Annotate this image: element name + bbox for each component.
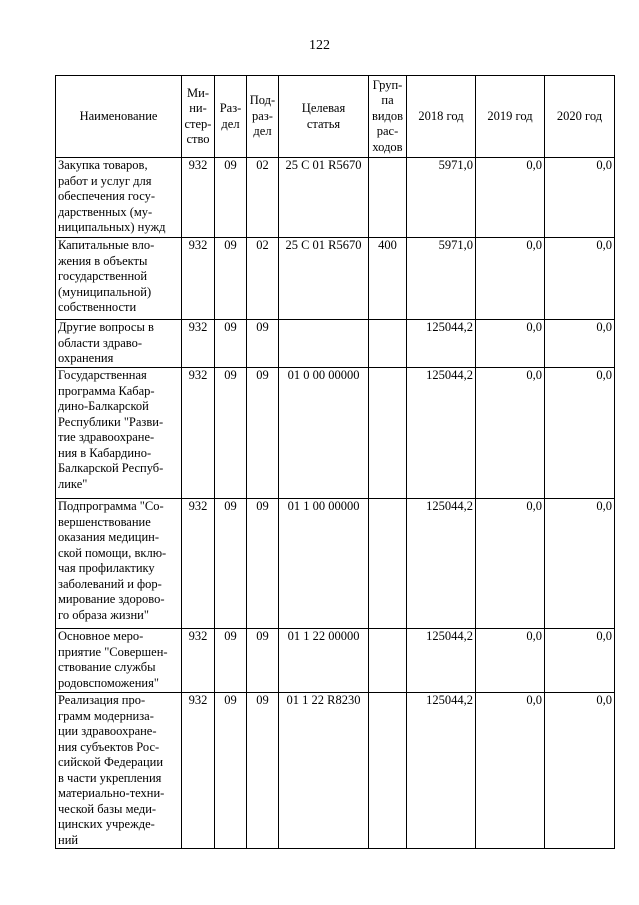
cell-2020: 0,0: [545, 693, 615, 849]
cell-target: 01 1 22 00000: [279, 629, 369, 693]
cell-target: 25 С 01 R5670: [279, 158, 369, 238]
cell-ministry: 932: [182, 629, 215, 693]
cell-target: 01 1 00 00000: [279, 499, 369, 629]
cell-expense-group: [369, 368, 407, 499]
cell-section: 09: [215, 499, 247, 629]
cell-name: Государственная программа Кабар- дино-Балкарской Республики "Разви- тие здравоохране- ния в Кабардино- Балкарской Респуб- лике": [56, 368, 182, 499]
table-row: [56, 238, 615, 320]
header-target: Целевая статья: [279, 76, 369, 158]
cell-name: Закупка товаров, работ и услуг для обеспечения госу- дарственных (му- ниципальных) нужд: [56, 158, 182, 238]
cell-section: 09: [215, 629, 247, 693]
cell-2018: 125044,2: [407, 368, 476, 499]
budget-table: [55, 75, 615, 849]
cell-2018: 5971,0: [407, 238, 476, 320]
cell-2019: 0,0: [476, 629, 545, 693]
cell-ministry: 932: [182, 693, 215, 849]
cell-2018: 125044,2: [407, 629, 476, 693]
cell-section: 09: [215, 238, 247, 320]
cell-target: 25 С 01 R5670: [279, 238, 369, 320]
cell-2019: 0,0: [476, 368, 545, 499]
cell-target: 01 1 22 R8230: [279, 693, 369, 849]
table-row: [56, 693, 615, 849]
table-row: [56, 629, 615, 693]
cell-2018: 125044,2: [407, 499, 476, 629]
cell-name: Реализация про- грамм модерниза- ции здравоохране- ния субъектов Рос- сийской Федерации в части укрепления материально-техни- ческой базы меди- цинских учрежде- ний: [56, 693, 182, 849]
cell-2020: 0,0: [545, 368, 615, 499]
cell-2020: 0,0: [545, 158, 615, 238]
cell-2019: 0,0: [476, 238, 545, 320]
cell-2018: 125044,2: [407, 320, 476, 368]
header-2018: 2018 год: [407, 76, 476, 158]
cell-ministry: 932: [182, 499, 215, 629]
header-name: Наименование: [56, 76, 182, 158]
cell-expense-group: [369, 499, 407, 629]
cell-2019: 0,0: [476, 693, 545, 849]
table-row: [56, 320, 615, 368]
page-number: 122: [309, 38, 330, 53]
cell-expense-group: 400: [369, 238, 407, 320]
cell-subsection: 09: [247, 320, 279, 368]
cell-ministry: 932: [182, 158, 215, 238]
cell-subsection: 09: [247, 499, 279, 629]
cell-2020: 0,0: [545, 629, 615, 693]
cell-2019: 0,0: [476, 320, 545, 368]
cell-2020: 0,0: [545, 499, 615, 629]
cell-section: 09: [215, 320, 247, 368]
table-header-row: [56, 76, 615, 158]
cell-name: Подпрограмма "Со- вершенствование оказания медицин- ской помощи, вклю- чая профилактику заболеваний и фор- мирование здорово- го образа жизни": [56, 499, 182, 629]
cell-section: 09: [215, 693, 247, 849]
cell-subsection: 09: [247, 368, 279, 499]
cell-subsection: 09: [247, 629, 279, 693]
cell-2018: 125044,2: [407, 693, 476, 849]
cell-2020: 0,0: [545, 238, 615, 320]
cell-subsection: 02: [247, 238, 279, 320]
header-2020: 2020 год: [545, 76, 615, 158]
cell-subsection: 02: [247, 158, 279, 238]
cell-section: 09: [215, 158, 247, 238]
header-section: Раз- дел: [215, 76, 247, 158]
header-subsection: Под- раз- дел: [247, 76, 279, 158]
table-row: [56, 499, 615, 629]
cell-2020: 0,0: [545, 320, 615, 368]
cell-name: Капитальные вло- жения в объекты государственной (муниципальной) собственности: [56, 238, 182, 320]
table-row: [56, 368, 615, 499]
cell-ministry: 932: [182, 238, 215, 320]
cell-target: 01 0 00 00000: [279, 368, 369, 499]
header-ministry: Ми- ни- стер- ство: [182, 76, 215, 158]
cell-name: Основное меро- приятие "Совершен- ствование службы родовспоможения": [56, 629, 182, 693]
cell-name: Другие вопросы в области здраво- охранения: [56, 320, 182, 368]
cell-section: 09: [215, 368, 247, 499]
cell-ministry: 932: [182, 320, 215, 368]
cell-expense-group: [369, 320, 407, 368]
cell-2019: 0,0: [476, 158, 545, 238]
table-row: [56, 158, 615, 238]
cell-expense-group: [369, 693, 407, 849]
cell-2018: 5971,0: [407, 158, 476, 238]
cell-2019: 0,0: [476, 499, 545, 629]
header-expense-group: Груп- па видов рас- ходов: [369, 76, 407, 158]
cell-expense-group: [369, 158, 407, 238]
cell-ministry: 932: [182, 368, 215, 499]
cell-subsection: 09: [247, 693, 279, 849]
header-2019: 2019 год: [476, 76, 545, 158]
cell-expense-group: [369, 629, 407, 693]
cell-target: [279, 320, 369, 368]
